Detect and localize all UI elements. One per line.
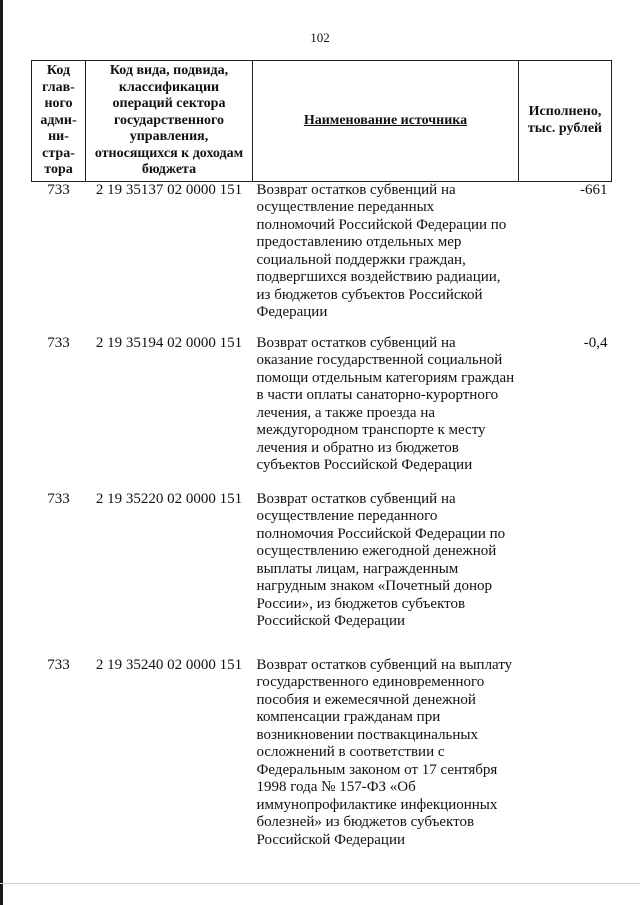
row-admin-code: 733 xyxy=(47,181,70,198)
row-classification-code: 2 19 35220 02 0000 151 xyxy=(95,490,243,507)
row-source-name: Возврат остатков субвенций на выплату государственного единовременного пособия и ежемесячной денежной компенсации гражданам при возникновении поствакцинальных осложнений в соответствии с Федеральным законом от 17 сентября 1998 года № 157-ФЗ «Об иммунопрофилактике инфекционных болезней» из бюджетов субъектов Российской Федерации xyxy=(256,656,513,848)
row-classification-code: 2 19 35194 02 0000 151 xyxy=(95,334,243,351)
row-admin-code: 733 xyxy=(47,490,70,507)
table-row xyxy=(32,657,612,867)
footer-rule xyxy=(0,883,640,884)
table-row xyxy=(32,335,612,491)
header-executed: Исполнено, тыс. рублей xyxy=(519,61,612,182)
table-row xyxy=(32,181,612,335)
scan-edge-border xyxy=(0,0,3,905)
header-classification-code: Код вида, подвида, классификации операций сектора государственного управления, относящихся к доходам бюджета xyxy=(86,61,253,182)
header-source-name: Наименование источника xyxy=(253,61,519,182)
row-executed-amount: -661 xyxy=(580,181,608,198)
row-admin-code: 733 xyxy=(47,656,70,673)
table-row xyxy=(32,491,612,657)
row-admin-code: 733 xyxy=(47,334,70,351)
row-executed-amount xyxy=(519,491,612,657)
row-source-name: Возврат остатков субвенций на осуществление переданных полномочий Российской Федерации по предоставлению отдельных мер социальной поддержки граждан, подвергшихся воздействию радиации, из бюджетов субъектов Российской Федерации xyxy=(256,181,507,320)
row-classification-code: 2 19 35240 02 0000 151 xyxy=(95,656,243,673)
table-header-row xyxy=(32,61,612,182)
row-executed-amount xyxy=(519,657,612,867)
header-admin-code: Код глав-ного адми-ни-стра-тора xyxy=(32,61,86,182)
budget-sources-table xyxy=(31,60,612,867)
row-classification-code: 2 19 35137 02 0000 151 xyxy=(95,181,243,198)
row-executed-amount: -0,4 xyxy=(583,334,608,351)
row-source-name: Возврат остатков субвенций на оказание государственной социальной помощи отдельным категориям граждан в части оплаты санаторно-курортного лечения, а также проезда на междугородном транспорте к месту лечения и обратно из бюджетов субъектов Российской Федерации xyxy=(256,334,515,473)
row-source-name: Возврат остатков субвенций на осуществление переданного полномочия Российской Федерации по осуществлению ежегодной денежной выплаты лицам, награжденным нагрудным знаком «Почетный донор России», из бюджетов субъектов Российской Федерации xyxy=(256,490,506,629)
page-number: 102 xyxy=(310,30,330,45)
